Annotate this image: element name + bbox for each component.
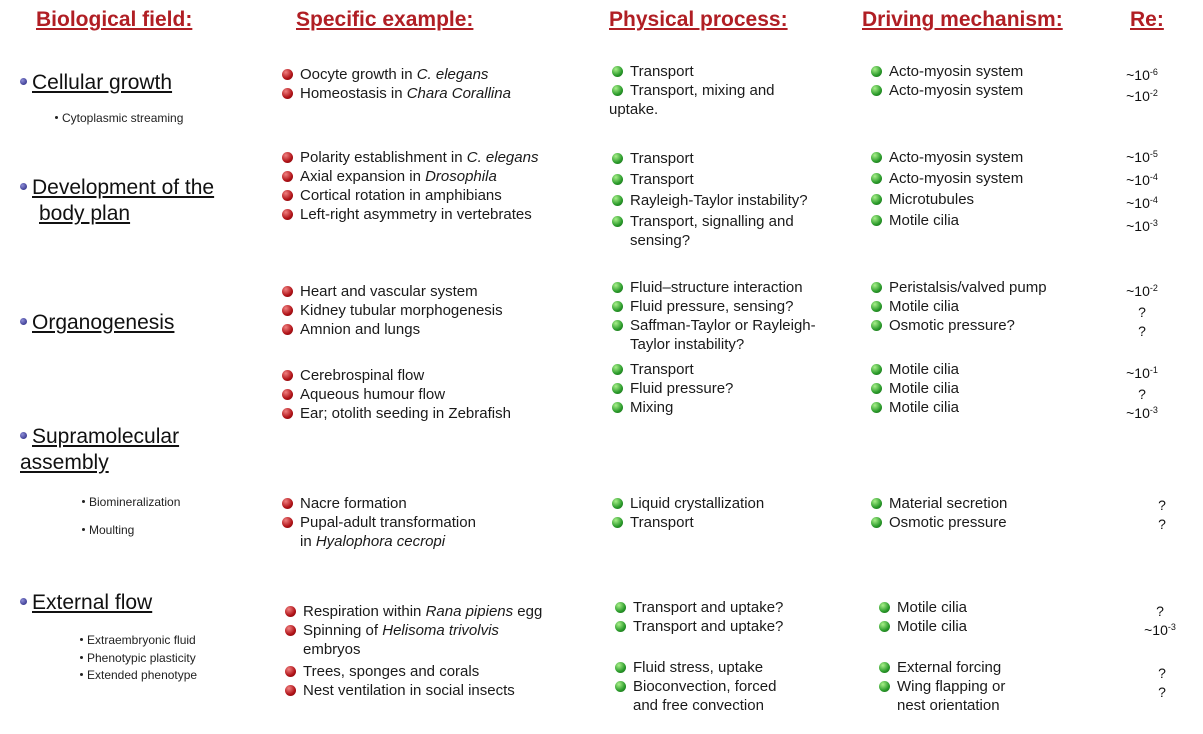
field-supramolecular-assembly <box>20 424 179 476</box>
bullet-icon <box>285 685 296 696</box>
examples-organogenesis-a <box>279 282 503 339</box>
example-item: Nacre formation <box>279 494 476 513</box>
mechanism-item: Acto-myosin system <box>868 169 1023 188</box>
bullet-icon <box>871 66 882 77</box>
mechanism-item: Peristalsis/valved pump <box>868 278 1047 297</box>
example-item: Cortical rotation in amphibians <box>279 186 538 205</box>
bullet-icon <box>282 517 293 528</box>
bullet-icon <box>282 190 293 201</box>
bullet-icon <box>612 216 623 227</box>
bullet-icon <box>282 305 293 316</box>
header-specific-example: Specific example: <box>296 8 474 31</box>
bullet-icon <box>20 318 27 325</box>
re-value: ? <box>1158 516 1166 532</box>
process-item-continuation: and free convection <box>633 697 764 714</box>
mechanism-item: External forcing <box>876 658 1005 677</box>
process-item: Fluid pressure? <box>609 379 733 398</box>
re-value: $\sim 10^{-3}$ <box>1144 622 1176 638</box>
re-value: $\sim 10^{-4}$ <box>1126 195 1158 211</box>
field-label: assembly <box>20 451 109 474</box>
example-item: Heart and vascular system <box>279 282 503 301</box>
bullet-icon <box>615 602 626 613</box>
example-item: Amnion and lungs <box>279 320 503 339</box>
bullet-icon <box>612 282 623 293</box>
processes-development <box>609 149 808 250</box>
example-item: Nest ventilation in social insects <box>282 681 515 700</box>
re-value: $\sim 10^{-3}$ <box>1126 405 1158 421</box>
example-item: Oocyte growth in C. elegans <box>279 65 511 84</box>
field-label: Development of the <box>32 176 215 199</box>
examples-cellular-growth <box>279 65 511 103</box>
mechanism-item: Motile cilia <box>868 211 1023 230</box>
mechanism-item: Acto-myosin system <box>868 148 1023 167</box>
field-label: External flow <box>32 591 153 614</box>
process-item: Transport <box>609 62 775 81</box>
re-external-flow-b <box>1142 664 1182 702</box>
bullet-icon <box>80 638 83 641</box>
processes-external-flow-b <box>612 658 776 715</box>
bullet-icon <box>80 673 83 676</box>
mechanism-item: Motile cilia <box>876 617 967 636</box>
process-item-continuation: uptake. <box>609 101 659 118</box>
bullet-icon <box>285 625 296 636</box>
processes-organogenesis-b <box>609 360 733 417</box>
subfield-label: Extended phenotype <box>87 668 198 682</box>
processes-cellular-growth <box>609 62 775 119</box>
example-item-continuation: embryos <box>303 641 361 658</box>
example-item: Polarity establishment in C. elegans <box>279 148 538 167</box>
bullet-icon <box>871 402 882 413</box>
bullet-icon <box>282 408 293 419</box>
process-item: Fluid–structure interaction <box>609 278 816 297</box>
bullet-icon <box>82 528 85 531</box>
bullet-icon <box>879 602 890 613</box>
mechanism-item: Acto-myosin system <box>868 62 1023 81</box>
process-item: Liquid crystallization <box>609 494 764 513</box>
field-label: body plan <box>39 202 131 225</box>
examples-external-flow-b <box>282 662 515 700</box>
bullet-icon <box>612 517 623 528</box>
re-supramolecular <box>1142 496 1182 534</box>
field-organogenesis <box>20 310 174 336</box>
example-item: Spinning of Helisoma trivolvis <box>282 621 542 640</box>
bullet-icon <box>871 383 882 394</box>
bullet-icon <box>612 498 623 509</box>
process-item: Transport <box>609 170 808 189</box>
bullet-icon <box>879 681 890 692</box>
header-biological-field: Biological field: <box>36 8 193 31</box>
example-item: Pupal-adult transformation <box>279 513 476 532</box>
mechanism-item: Motile cilia <box>868 398 959 417</box>
process-item: Transport <box>609 360 733 379</box>
subfield-label: Biomineralization <box>89 495 181 509</box>
bullet-icon <box>871 173 882 184</box>
mechanisms-organogenesis-b <box>868 360 959 417</box>
bullet-icon <box>615 662 626 673</box>
re-value: $\sim 10^{-2}$ <box>1126 283 1158 299</box>
process-item: Fluid stress, uptake <box>612 658 776 677</box>
mechanisms-supramolecular <box>868 494 1007 532</box>
bullet-icon <box>879 621 890 632</box>
bullet-icon <box>285 606 296 617</box>
bullet-icon <box>871 517 882 528</box>
bullet-icon <box>20 598 27 605</box>
mechanism-item: Osmotic pressure <box>868 513 1007 532</box>
example-item: Cerebrospinal flow <box>279 366 511 385</box>
bullet-icon <box>612 383 623 394</box>
subfield-cytoplasmic-streaming <box>55 110 183 127</box>
example-item: Axial expansion in Drosophila <box>279 167 538 186</box>
bullet-icon <box>612 174 623 185</box>
example-item-continuation: in Hyalophora cecropi <box>300 533 446 550</box>
bullet-icon <box>55 116 58 119</box>
field-label: Organogenesis <box>32 311 175 334</box>
bullet-icon <box>80 656 83 659</box>
processes-external-flow-a <box>612 598 783 636</box>
examples-development <box>279 148 538 224</box>
example-item: Ear; otolith seeding in Zebrafish <box>279 404 511 423</box>
header-physical-process: Physical process: <box>609 8 788 31</box>
re-value: $\sim 10^{-5}$ <box>1126 149 1158 165</box>
subfield-moulting <box>82 522 134 539</box>
bullet-icon <box>282 370 293 381</box>
bullet-icon <box>871 498 882 509</box>
bullet-icon <box>82 500 85 503</box>
bullet-icon <box>282 152 293 163</box>
process-item-continuation: sensing? <box>630 232 691 249</box>
field-external-flow <box>20 590 152 616</box>
bullet-icon <box>871 282 882 293</box>
header-reynolds: Re: <box>1130 8 1164 31</box>
bullet-icon <box>282 171 293 182</box>
process-item: Rayleigh-Taylor instability? <box>609 191 808 210</box>
bullet-icon <box>612 364 623 375</box>
subfield-extended-phenotype <box>80 667 197 684</box>
bullet-icon <box>612 320 623 331</box>
re-value: ? <box>1138 386 1146 402</box>
process-item: Transport <box>609 513 764 532</box>
bullet-icon <box>615 681 626 692</box>
process-item: Transport, signalling and <box>609 212 808 231</box>
bullet-icon <box>20 432 27 439</box>
process-item: Transport and uptake? <box>612 598 783 617</box>
example-item: Homeostasis in Chara Corallina <box>279 84 511 103</box>
re-organogenesis-a <box>1122 282 1162 341</box>
re-value: ? <box>1138 304 1146 320</box>
examples-external-flow-a <box>282 602 542 659</box>
subfield-phenotypic-plasticity <box>80 650 196 667</box>
bullet-icon <box>612 402 623 413</box>
bullet-icon <box>612 85 623 96</box>
mechanism-item: Motile cilia <box>868 360 959 379</box>
subfield-biomineralization <box>82 494 180 511</box>
mechanism-item: Motile cilia <box>868 379 959 398</box>
bullet-icon <box>20 78 27 85</box>
bullet-icon <box>871 152 882 163</box>
field-cellular-growth <box>20 70 172 96</box>
mechanism-item: Microtubules <box>868 190 1023 209</box>
example-item: Aqueous humour flow <box>279 385 511 404</box>
re-value: ? <box>1158 684 1166 700</box>
mechanisms-external-flow-a <box>876 598 967 636</box>
processes-supramolecular <box>609 494 764 532</box>
re-value: ? <box>1138 323 1146 339</box>
re-external-flow-a <box>1140 602 1180 642</box>
examples-supramolecular <box>279 494 476 551</box>
re-value: ? <box>1158 665 1166 681</box>
subfield-extraembryonic-fluid <box>80 632 196 649</box>
subfield-label: Extraembryonic fluid <box>87 633 196 647</box>
processes-organogenesis-a <box>609 278 816 354</box>
re-value: ? <box>1156 603 1164 619</box>
bullet-icon <box>871 194 882 205</box>
header-driving-mechanism: Driving mechanism: <box>862 8 1063 31</box>
bullet-icon <box>282 69 293 80</box>
process-item: Fluid pressure, sensing? <box>609 297 816 316</box>
bullet-icon <box>285 666 296 677</box>
field-label: Supramolecular <box>32 425 180 448</box>
mechanism-item: Material secretion <box>868 494 1007 513</box>
mechanism-item-continuation: nest orientation <box>897 697 1000 714</box>
bullet-icon <box>282 286 293 297</box>
mechanisms-development <box>868 148 1023 230</box>
process-item-continuation: Taylor instability? <box>630 336 745 353</box>
re-value: $\sim 10^{-1}$ <box>1126 365 1158 381</box>
subfield-label: Phenotypic plasticity <box>87 651 196 665</box>
mechanism-item: Acto-myosin system <box>868 81 1023 100</box>
bullet-icon <box>282 209 293 220</box>
mechanism-item: Motile cilia <box>868 297 1047 316</box>
bullet-icon <box>871 364 882 375</box>
process-item: Bioconvection, forced <box>612 677 776 696</box>
re-value: $\sim 10^{-3}$ <box>1126 218 1158 234</box>
bullet-icon <box>871 320 882 331</box>
subfield-label: Cytoplasmic streaming <box>62 111 184 125</box>
mechanisms-external-flow-b <box>876 658 1005 715</box>
example-item: Kidney tubular morphogenesis <box>279 301 503 320</box>
bullet-icon <box>282 324 293 335</box>
bullet-icon <box>282 498 293 509</box>
process-item: Transport <box>609 149 808 168</box>
mechanism-item: Osmotic pressure? <box>868 316 1047 335</box>
bullet-icon <box>871 215 882 226</box>
bullet-icon <box>879 662 890 673</box>
bullet-icon <box>282 389 293 400</box>
mechanisms-organogenesis-a <box>868 278 1047 335</box>
example-item: Trees, sponges and corals <box>282 662 515 681</box>
example-item: Respiration within Rana pipiens egg <box>282 602 542 621</box>
bullet-icon <box>612 66 623 77</box>
bullet-icon <box>612 301 623 312</box>
bullet-icon <box>612 153 623 164</box>
subfield-label: Moulting <box>89 523 135 537</box>
bullet-icon <box>871 301 882 312</box>
re-value: ? <box>1158 497 1166 513</box>
process-item: Mixing <box>609 398 733 417</box>
field-label: Cellular growth <box>32 71 173 94</box>
field-development-body-plan <box>20 175 214 227</box>
process-item: Transport and uptake? <box>612 617 783 636</box>
bullet-icon <box>612 195 623 206</box>
bullet-icon <box>871 85 882 96</box>
bullet-icon <box>282 88 293 99</box>
bullet-icon <box>20 183 27 190</box>
mechanism-item: Motile cilia <box>876 598 967 617</box>
re-value: $\sim 10^{-6}$ <box>1126 67 1158 83</box>
bullet-icon <box>615 621 626 632</box>
re-cellular-growth <box>1122 66 1162 108</box>
re-development <box>1122 148 1162 238</box>
process-item: Transport, mixing and <box>609 81 775 100</box>
examples-organogenesis-b <box>279 366 511 423</box>
process-item: Saffman-Taylor or Rayleigh- <box>609 316 816 335</box>
mechanisms-cellular-growth <box>868 62 1023 100</box>
example-item: Left-right asymmetry in vertebrates <box>279 205 538 224</box>
re-value: $\sim 10^{-2}$ <box>1126 88 1158 104</box>
re-value: $\sim 10^{-4}$ <box>1126 172 1158 188</box>
mechanism-item: Wing flapping or <box>876 677 1005 696</box>
re-organogenesis-b <box>1122 364 1162 425</box>
